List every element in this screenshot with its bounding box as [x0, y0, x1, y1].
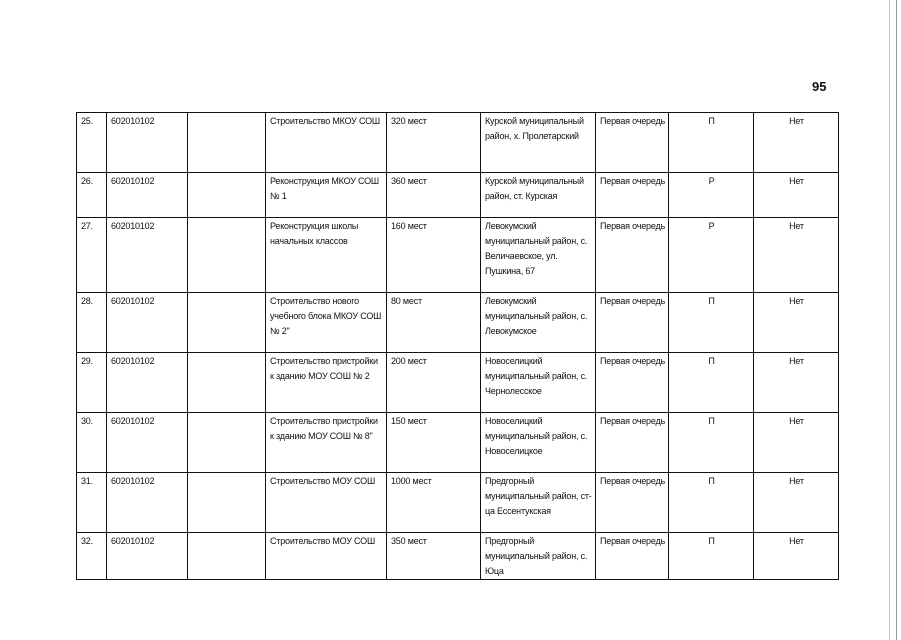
row-number: 31. — [77, 473, 107, 533]
location: Курской муниципальный район, х. Пролетарский — [481, 113, 596, 173]
stage: Первая очередь — [596, 413, 669, 473]
work-type: П — [669, 353, 754, 413]
empty-cell — [188, 293, 266, 353]
empty-cell — [188, 173, 266, 218]
empty-cell — [188, 533, 266, 580]
stage: Первая очередь — [596, 353, 669, 413]
object-name: Строительство МОУ СОШ — [266, 473, 387, 533]
object-name: Строительство МОУ СОШ — [266, 533, 387, 580]
object-name: Реконструкция МКОУ СОШ № 1 — [266, 173, 387, 218]
stage: Первая очередь — [596, 218, 669, 293]
flag: Нет — [754, 173, 839, 218]
row-number: 26. — [77, 173, 107, 218]
table-row — [77, 293, 839, 353]
flag: Нет — [754, 293, 839, 353]
row-number: 30. — [77, 413, 107, 473]
object-name: Строительство нового учебного блока МКОУ СОШ № 2" — [266, 293, 387, 353]
flag: Нет — [754, 413, 839, 473]
empty-cell — [188, 473, 266, 533]
object-code: 602010102 — [107, 413, 188, 473]
table-body — [77, 113, 839, 580]
table-row — [77, 218, 839, 293]
table-row — [77, 413, 839, 473]
table-row — [77, 473, 839, 533]
objects-table — [76, 112, 839, 580]
object-code: 602010102 — [107, 533, 188, 580]
object-code: 602010102 — [107, 353, 188, 413]
empty-cell — [188, 413, 266, 473]
page-number: 95 — [812, 79, 827, 94]
object-name: Реконструкция школы начальных классов — [266, 218, 387, 293]
capacity: 150 мест — [387, 413, 481, 473]
stage: Первая очередь — [596, 533, 669, 580]
stage: Первая очередь — [596, 173, 669, 218]
empty-cell — [188, 218, 266, 293]
flag: Нет — [754, 113, 839, 173]
capacity: 320 мест — [387, 113, 481, 173]
object-name: Строительство пристройки к зданию МОУ СОШ № 2 — [266, 353, 387, 413]
table-row — [77, 173, 839, 218]
location: Курской муниципальный район, ст. Курская — [481, 173, 596, 218]
work-type: Р — [669, 173, 754, 218]
work-type: П — [669, 533, 754, 580]
table-row — [77, 353, 839, 413]
flag: Нет — [754, 353, 839, 413]
row-number: 25. — [77, 113, 107, 173]
object-name: Строительство МКОУ СОШ — [266, 113, 387, 173]
location: Предгорный муниципальный район, ст-ца Ессентукская — [481, 473, 596, 533]
flag: Нет — [754, 218, 839, 293]
location: Предгорный муниципальный район, с. Юца — [481, 533, 596, 580]
object-code: 602010102 — [107, 293, 188, 353]
capacity: 360 мест — [387, 173, 481, 218]
object-code: 602010102 — [107, 218, 188, 293]
object-code: 602010102 — [107, 473, 188, 533]
capacity: 80 мест — [387, 293, 481, 353]
work-type: П — [669, 113, 754, 173]
object-code: 602010102 — [107, 113, 188, 173]
stage: Первая очередь — [596, 293, 669, 353]
flag: Нет — [754, 473, 839, 533]
capacity: 160 мест — [387, 218, 481, 293]
row-number: 29. — [77, 353, 107, 413]
location: Левокумский муниципальный район, с. Левокумское — [481, 293, 596, 353]
empty-cell — [188, 353, 266, 413]
location: Левокумский муниципальный район, с. Величаевское, ул. Пушкина, 67 — [481, 218, 596, 293]
row-number: 28. — [77, 293, 107, 353]
object-code: 602010102 — [107, 173, 188, 218]
scan-edge-line — [896, 0, 897, 640]
location: Новоселицкий муниципальный район, с. Чернолесское — [481, 353, 596, 413]
work-type: Р — [669, 218, 754, 293]
flag: Нет — [754, 533, 839, 580]
work-type: П — [669, 293, 754, 353]
scan-edge-line — [889, 0, 890, 640]
work-type: П — [669, 473, 754, 533]
row-number: 27. — [77, 218, 107, 293]
capacity: 200 мест — [387, 353, 481, 413]
stage: Первая очередь — [596, 113, 669, 173]
work-type: П — [669, 413, 754, 473]
object-name: Строительство пристройки к зданию МОУ СОШ № 8" — [266, 413, 387, 473]
empty-cell — [188, 113, 266, 173]
stage: Первая очередь — [596, 473, 669, 533]
capacity: 350 мест — [387, 533, 481, 580]
location: Новоселицкий муниципальный район, с. Новоселицкое — [481, 413, 596, 473]
table-row — [77, 533, 839, 580]
capacity: 1000 мест — [387, 473, 481, 533]
table-row — [77, 113, 839, 173]
row-number: 32. — [77, 533, 107, 580]
